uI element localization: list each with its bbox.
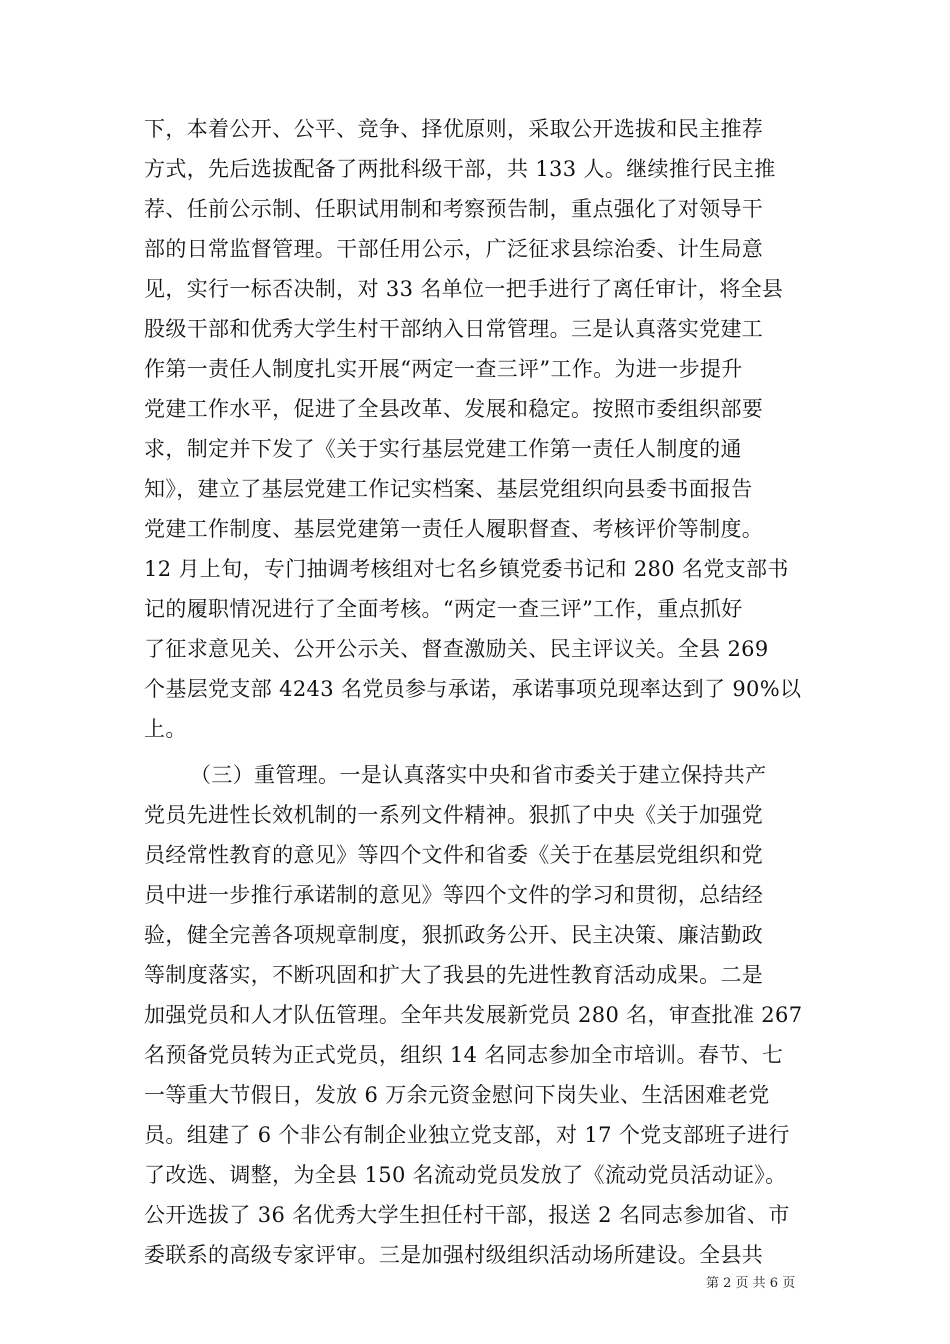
text-line-25: 一等重大节假日，发放 6 万余元资金慰问下岗失业、生活困难老党 — [144, 1083, 770, 1107]
text-line-29: 委联系的高级专家评审。三是加强村级组织活动场所建设。全县共 — [144, 1243, 764, 1267]
text-line-16: 上。 — [144, 717, 187, 741]
text-line-15: 个基层党支部 4243 名党员参与承诺，承诺事项兑现率达到了 90%以 — [144, 677, 802, 701]
page-number: 第 2 页 共 6 页 — [706, 1276, 796, 1291]
text-line-9: 求，制定并下发了《关于实行基层党建工作第一责任人制度的通 — [144, 437, 742, 461]
text-line-11: 党建工作制度、基层党建第一责任人履职督查、考核评价等制度。 — [144, 517, 764, 541]
text-line-17: （三）重管理。一是认真落实中央和省市委关于建立保持共产 — [190, 763, 767, 787]
text-line-1: 下，本着公开、公平、竞争、择优原则，采取公开选拔和民主推荐 — [144, 117, 764, 141]
text-line-6: 股级干部和优秀大学生村干部纳入日常管理。三是认真落实党建工 — [144, 317, 764, 341]
text-line-10: 知》，建立了基层党建工作记实档案、基层党组织向县委书面报告 — [144, 477, 753, 501]
text-line-5: 见，实行一标否决制，对 33 名单位一把手进行了离任审计，将全县 — [144, 277, 784, 301]
text-line-12: 12 月上旬，专门抽调考核组对七名乡镇党委书记和 280 名党支部书 — [144, 557, 789, 581]
text-line-27: 了改选、调整，为全县 150 名流动党员发放了《流动党员活动证》。 — [144, 1163, 787, 1187]
text-line-8: 党建工作水平，促进了全县改革、发展和稳定。按照市委组织部要 — [144, 397, 764, 421]
text-line-20: 员中进一步推行承诺制的意见》等四个文件的学习和贯彻，总结经 — [144, 883, 764, 907]
text-line-22: 等制度落实，不断巩固和扩大了我县的先进性教育活动成果。二是 — [144, 963, 764, 987]
text-line-4: 部的日常监督管理。干部任用公示，广泛征求县综治委、计生局意 — [144, 237, 764, 261]
text-line-14: 了征求意见关、公开公示关、督查激励关、民主评议关。全县 269 — [144, 637, 769, 661]
text-line-3: 荐、任前公示制、任职试用制和考察预告制，重点强化了对领导干 — [144, 197, 764, 221]
text-line-13: 记的履职情况进行了全面考核。“两定一查三评”工作，重点抓好 — [144, 597, 743, 621]
text-line-28: 公开选拔了 36 名优秀大学生担任村干部，报送 2 名同志参加省、市 — [144, 1203, 790, 1227]
text-line-23: 加强党员和人才队伍管理。全年共发展新党员 280 名，审查批准 267 — [144, 1003, 803, 1027]
text-line-2: 方式，先后选拔配备了两批科级干部，共 133 人。继续推行民主推 — [144, 157, 776, 181]
text-line-7: 作第一责任人制度扎实开展“两定一查三评”工作。为进一步提升 — [144, 357, 743, 381]
text-line-26: 员。组建了 6 个非公有制企业独立党支部，对 17 个党支部班子进行 — [144, 1123, 790, 1147]
text-line-18: 党员先进性长效机制的一系列文件精神。狠抓了中央《关于加强党 — [144, 803, 764, 827]
text-line-21: 验，健全完善各项规章制度，狠抓政务公开、民主决策、廉洁勤政 — [144, 923, 764, 947]
text-line-19: 员经常性教育的意见》等四个文件和省委《关于在基层党组织和党 — [144, 843, 764, 867]
text-line-24: 名预备党员转为正式党员，组织 14 名同志参加全市培训。春节、七 — [144, 1043, 784, 1067]
